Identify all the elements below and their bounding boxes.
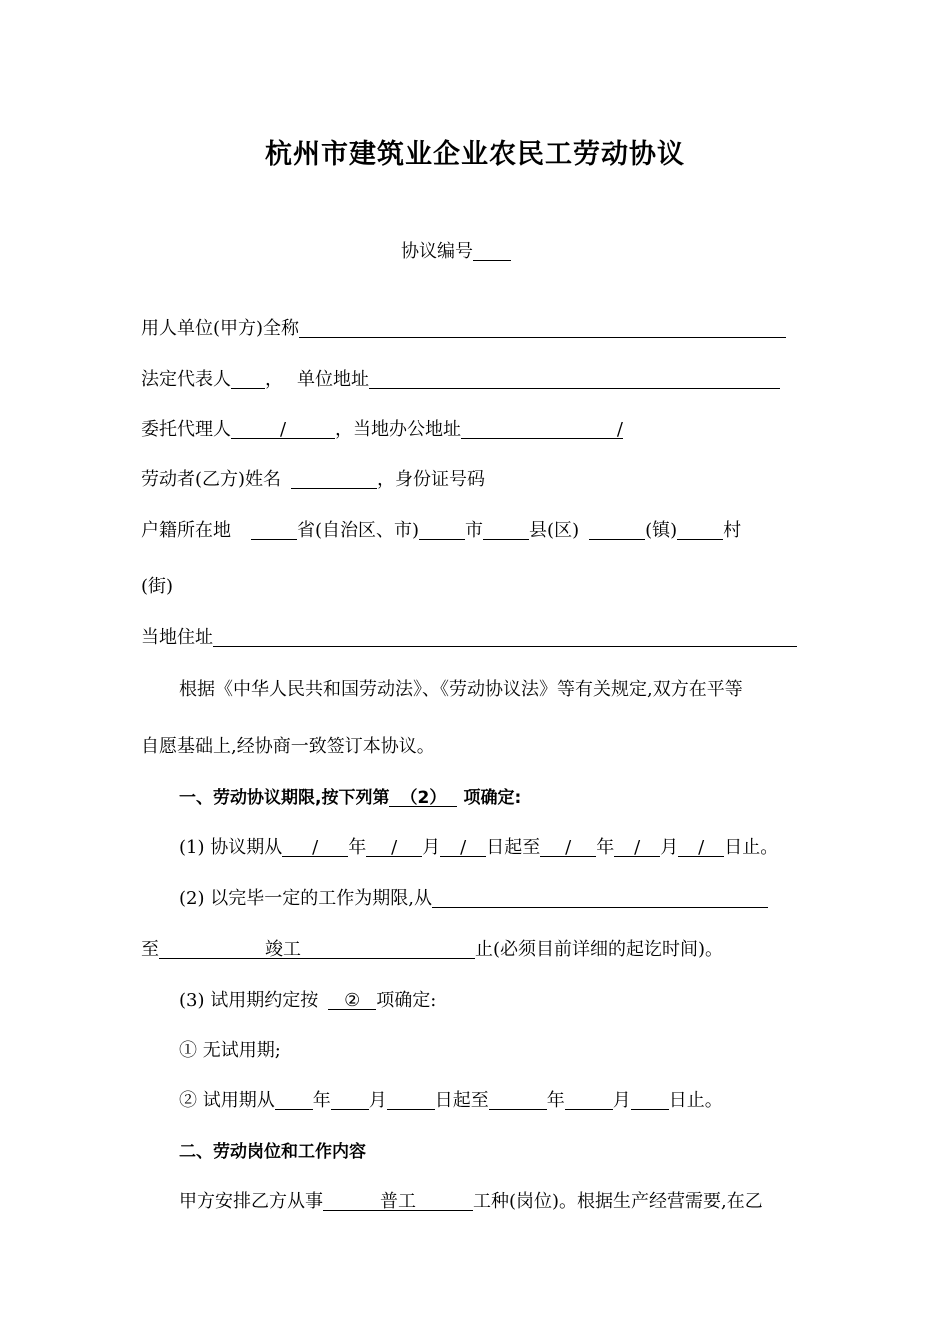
end-year-field[interactable]: / (540, 835, 596, 857)
agreement-no-field[interactable] (473, 239, 511, 261)
day-from-label: 日起至 (434, 1090, 489, 1111)
address-field[interactable] (369, 367, 780, 389)
term-item-1 (179, 835, 778, 861)
intro-paragraph-2: 自愿基础上,经协商一致签订本协议。 (141, 736, 435, 757)
probation-option-2 (179, 1088, 723, 1114)
intro-paragraph-1: 根据《中华人民共和国劳动法》、《劳动协议法》等有关规定,双方在平等 (179, 679, 743, 700)
item-1-label: (1) 协议期从 (179, 837, 283, 858)
local-address-label: 当地住址 (141, 627, 213, 648)
to-label: 至 (141, 939, 159, 960)
probation-end-month[interactable] (565, 1088, 613, 1110)
legal-rep-label: 法定代表人 (141, 369, 231, 390)
employer-field[interactable] (299, 316, 786, 338)
section-2-suffix: 工种(岗位)。根据生产经营需要,在乙 (473, 1191, 763, 1212)
probation-start-month[interactable] (331, 1088, 369, 1110)
employer-label: 用人单位(甲方)全称 (141, 318, 300, 339)
worker-name-field[interactable] (291, 467, 377, 489)
section-1-heading (179, 785, 521, 811)
local-office-field[interactable]: / (461, 417, 623, 439)
city-field[interactable] (419, 518, 465, 540)
worker-name-label: 劳动者(乙方)姓名 (141, 469, 282, 490)
option-2-label: ② 试用期从 (179, 1090, 275, 1111)
province-label: 省(自治区、市) (297, 520, 420, 541)
probation-start-year[interactable] (275, 1088, 313, 1110)
job-type-field[interactable]: 普工 (323, 1189, 473, 1211)
village-label: 村 (723, 520, 742, 541)
agreement-no-line (401, 239, 511, 265)
month-label: 月 (660, 837, 679, 858)
year-label: 年 (546, 1090, 565, 1111)
probation-end-day[interactable] (631, 1088, 669, 1110)
month-label: 月 (422, 837, 441, 858)
local-address-line (141, 625, 797, 651)
item-3-label: (3) 试用期约定按 (179, 990, 319, 1011)
village-field[interactable] (677, 518, 723, 540)
term-item-3 (179, 988, 436, 1014)
day-from-label: 日起至 (486, 837, 541, 858)
probation-option-1: ① 无试用期; (179, 1040, 281, 1061)
start-year-field[interactable]: / (282, 835, 348, 857)
hukou-label: 户籍所在地 (141, 520, 231, 541)
employer-line (141, 316, 786, 342)
year-label: 年 (348, 837, 367, 858)
month-label: 月 (368, 1090, 387, 1111)
document-title: 杭州市建筑业企业农民工劳动协议 (265, 139, 685, 170)
city-label: 市 (465, 520, 484, 541)
end-month-field[interactable]: / (614, 835, 660, 857)
agent-label: 委托代理人 (141, 419, 231, 440)
end-day-field[interactable]: / (678, 835, 724, 857)
section-2-prefix: 甲方安排乙方从事 (179, 1191, 323, 1212)
term-choice-field[interactable]: （2） (389, 785, 457, 807)
town-label: (镇) (645, 520, 678, 541)
item-2-suffix: 止(必须目前详细的起讫时间)。 (475, 939, 724, 960)
section-1-prefix: 一、劳动协议期限,按下列第 (179, 788, 390, 808)
section-1-suffix: 项确定: (463, 788, 522, 808)
section-2-heading: 二、劳动岗位和工作内容 (179, 1142, 366, 1162)
start-day-field[interactable]: / (440, 835, 486, 857)
term-item-2-cont (141, 937, 723, 963)
start-month-field[interactable]: / (366, 835, 422, 857)
probation-start-day[interactable] (387, 1088, 435, 1110)
month-label: 月 (612, 1090, 631, 1111)
completion-value: 竣工 (265, 939, 301, 960)
legal-rep-field[interactable] (231, 367, 265, 389)
separator: ， (265, 369, 283, 390)
agent-line (141, 417, 623, 443)
probation-end-year[interactable] (489, 1088, 547, 1110)
term-item-2 (179, 886, 768, 912)
item-2-label: (2) 以完毕一定的工作为期限,从 (179, 888, 432, 909)
worker-line (141, 467, 485, 493)
day-end-label: 日止。 (668, 1090, 723, 1111)
probation-choice-field[interactable]: ② (328, 988, 376, 1010)
legal-rep-line (141, 367, 780, 393)
local-address-field[interactable] (213, 625, 797, 647)
local-office-label: ，当地办公地址 (335, 419, 461, 440)
county-field[interactable] (483, 518, 529, 540)
year-label: 年 (596, 837, 615, 858)
section-2-paragraph (179, 1189, 763, 1215)
province-field[interactable] (251, 518, 297, 540)
town-field[interactable] (589, 518, 645, 540)
county-label: 县(区) (529, 520, 580, 541)
item-3-suffix: 项确定: (376, 990, 437, 1011)
agent-field[interactable]: / (231, 417, 335, 439)
work-start-field[interactable] (432, 886, 768, 908)
hukou-line (141, 518, 741, 544)
street-line: (街) (141, 576, 174, 597)
completion-field[interactable] (159, 937, 475, 959)
agreement-no-label: 协议编号 (401, 241, 473, 262)
day-end-label: 日止。 (724, 837, 779, 858)
year-label: 年 (312, 1090, 331, 1111)
id-label: ，身份证号码 (377, 469, 486, 490)
address-label: 单位地址 (297, 369, 369, 390)
